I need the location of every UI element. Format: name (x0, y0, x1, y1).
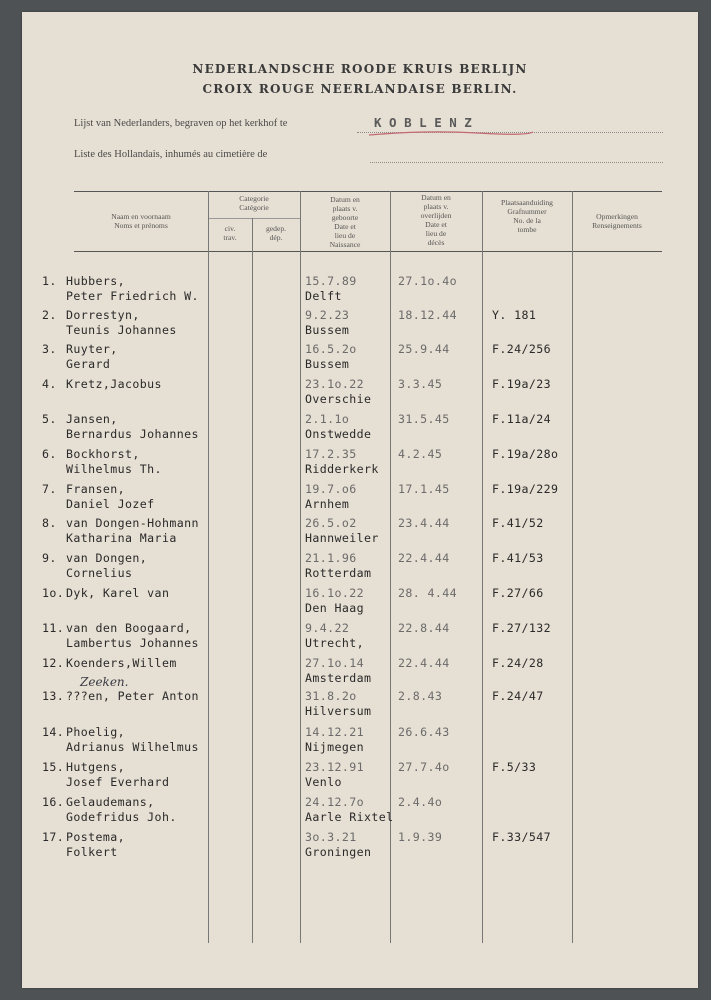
row-number: 1o. (42, 586, 65, 600)
header-grave: Plaatsaanduiding Grafnummer No. de la tombe (501, 198, 553, 234)
col-rule-1 (208, 191, 209, 943)
row-birth-place: Bussem (305, 357, 350, 371)
row-name-line1: Kretz,Jacobus (66, 377, 162, 391)
red-underline (367, 127, 537, 139)
row-name-line2: Folkert (66, 845, 118, 859)
row-grave-number: F.27/66 (492, 586, 544, 600)
row-death-date: 27.1o.4o (398, 274, 458, 288)
row-grave-number: F.41/52 (492, 516, 544, 530)
row-grave-number: F.11a/24 (492, 412, 552, 426)
header-death: Datum en plaats v. overlijden Date et lieu de décès (420, 193, 452, 247)
row-death-date: 23.4.44 (398, 516, 450, 530)
row-birth-place: Hannweiler (305, 531, 379, 545)
row-birth-place: Hilversum (305, 704, 372, 718)
row-birth-date: 16.1o.22 (305, 586, 365, 600)
row-birth-place: Overschie (305, 392, 372, 406)
row-grave-number: F.19a/28o (492, 447, 559, 461)
row-number: 14. (42, 725, 65, 739)
row-birth-date: 3o.3.21 (305, 830, 357, 844)
row-birth-place: Den Haag (305, 601, 365, 615)
row-birth-place: Ridderkerk (305, 462, 379, 476)
row-birth-date: 23.12.91 (305, 760, 365, 774)
row-death-date: 22.4.44 (398, 656, 450, 670)
row-number: 13. (42, 689, 65, 703)
row-birth-place: Venlo (305, 775, 342, 789)
row-birth-place: Nijmegen (305, 740, 365, 754)
row-name-line2: Bernardus Johannes (66, 427, 199, 441)
row-number: 2. (42, 308, 57, 322)
category-split-rule (208, 218, 300, 219)
row-number: 7. (42, 482, 57, 496)
row-death-date: 26.6.43 (398, 725, 450, 739)
row-name-line2: Katharina Maria (66, 531, 177, 545)
document-page (22, 12, 698, 988)
row-name-line2: Wilhelmus Th. (66, 462, 162, 476)
row-death-date: 18.12.44 (398, 308, 458, 322)
row-death-date: 2.4.4o (398, 795, 443, 809)
row-birth-date: 24.12.7o (305, 795, 365, 809)
row-name-line1: Jansen, (66, 412, 118, 426)
row-name-line2: Godefridus Joh. (66, 810, 177, 824)
row-death-date: 1.9.39 (398, 830, 443, 844)
row-name-line2: Peter Friedrich W. (66, 289, 199, 303)
row-number: 11. (42, 621, 65, 635)
row-birth-place: Arnhem (305, 497, 350, 511)
row-name-line1: Dorrestyn, (66, 308, 140, 322)
row-name-line1: ???en, Peter Anton (66, 689, 199, 703)
row-birth-date: 9.2.23 (305, 308, 350, 322)
row-name-line1: Dyk, Karel van (66, 586, 170, 600)
row-death-date: 3.3.45 (398, 377, 443, 391)
row-death-date: 22.4.44 (398, 551, 450, 565)
header-civ: civ. trav. (223, 224, 237, 242)
row-number: 17. (42, 830, 65, 844)
row-death-date: 31.5.45 (398, 412, 450, 426)
col-rule-5 (482, 191, 483, 943)
row-grave-number: F.24/28 (492, 656, 544, 670)
row-birth-date: 19.7.o6 (305, 482, 357, 496)
row-birth-place: Utrecht, (305, 636, 365, 650)
row-name-line1: Fransen, (66, 482, 126, 496)
header-remarks: Opmerkingen Renseignements (592, 212, 642, 230)
row-number: 12. (42, 656, 65, 670)
row-birth-date: 31.8.2o (305, 689, 357, 703)
row-birth-place: Amsterdam (305, 671, 372, 685)
row-death-date: 2.8.43 (398, 689, 443, 703)
org-subtitle: CROIX ROUGE NEERLANDAISE BERLIN. (202, 82, 518, 96)
cemetery-label-fr: Liste des Hollandais, inhumés au cimetière de (74, 149, 268, 160)
row-death-date: 28. 4.44 (398, 586, 458, 600)
row-name-line1: Bockhorst, (66, 447, 140, 461)
row-grave-number: F.41/53 (492, 551, 544, 565)
row-name-line1: van den Boogaard, (66, 621, 192, 635)
row-birth-place: Aarle Rixtel (305, 810, 394, 824)
row-name-line2: Teunis Johannes (66, 323, 177, 337)
row-number: 15. (42, 760, 65, 774)
cemetery-label-nl: Lijst van Nederlanders, begraven op het kerkhof te (74, 118, 288, 129)
row-name-line1: Hubbers, (66, 274, 126, 288)
row-birth-date: 15.7.89 (305, 274, 357, 288)
cemetery-name: K O B L E N Z (374, 115, 472, 130)
row-birth-date: 17.2.35 (305, 447, 357, 461)
org-title: NEDERLANDSCHE ROODE KRUIS BERLIJN (192, 62, 528, 76)
header-gedep: gedep. dép. (265, 224, 287, 242)
row-death-date: 17.1.45 (398, 482, 450, 496)
row-number: 5. (42, 412, 57, 426)
col-rule-3 (300, 191, 301, 943)
table-top-rule (74, 191, 662, 192)
row-grave-number: F.19a/229 (492, 482, 559, 496)
row-number: 8. (42, 516, 57, 530)
row-number: 1. (42, 274, 57, 288)
row-birth-date: 27.1o.14 (305, 656, 365, 670)
row-name-line2: Gerard (66, 357, 111, 371)
row-name-line1: Gelaudemans, (66, 795, 155, 809)
row-name-line1: Postema, (66, 830, 126, 844)
row-birth-place: Onstwedde (305, 427, 372, 441)
header-category: Categorie Catégorie (239, 194, 269, 212)
header-name: Naam en voornaam Noms et prénoms (111, 212, 171, 230)
row-death-date: 27.7.4o (398, 760, 450, 774)
row-name-line1: Hutgens, (66, 760, 126, 774)
row-grave-number: F.5/33 (492, 760, 537, 774)
row-number: 3. (42, 342, 57, 356)
row-birth-place: Rotterdam (305, 566, 372, 580)
row-birth-date: 23.1o.22 (305, 377, 365, 391)
row-grave-number: F.27/132 (492, 621, 552, 635)
row-number: 16. (42, 795, 65, 809)
row-birth-date: 9.4.22 (305, 621, 350, 635)
row-name-line2: Adrianus Wilhelmus (66, 740, 199, 754)
header-birth: Datum en plaats v. geboorte Date et lieu de Naissance (329, 195, 361, 249)
col-rule-6 (572, 191, 573, 943)
row-birth-date: 2.1.1o (305, 412, 350, 426)
row-name-line2: Cornelius (66, 566, 133, 580)
row-grave-number: F.24/47 (492, 689, 544, 703)
table-header-rule (74, 251, 662, 252)
row-name-line1: Ruyter, (66, 342, 118, 356)
row-birth-place: Groningen (305, 845, 372, 859)
col-rule-4 (390, 191, 391, 943)
row-birth-date: 26.5.o2 (305, 516, 357, 530)
row-number: 4. (42, 377, 57, 391)
row-death-date: 22.8.44 (398, 621, 450, 635)
row-name-line2: Daniel Jozef (66, 497, 155, 511)
row-birth-date: 16.5.2o (305, 342, 357, 356)
cemetery-dotted-line-2 (370, 162, 663, 163)
row-death-date: 25.9.44 (398, 342, 450, 356)
row-name-line2: Josef Everhard (66, 775, 170, 789)
row-name-line1: Phoelig, (66, 725, 126, 739)
row-death-date: 4.2.45 (398, 447, 443, 461)
row-name-line1: van Dongen-Hohmann (66, 516, 199, 530)
row-number: 6. (42, 447, 57, 461)
row-grave-number: F.19a/23 (492, 377, 552, 391)
row-number: 9. (42, 551, 57, 565)
row-grave-number: F.33/547 (492, 830, 552, 844)
col-rule-2 (252, 218, 253, 943)
row-name-line1: van Dongen, (66, 551, 148, 565)
row-name-line2: Lambertus Johannes (66, 636, 199, 650)
row-grave-number: F.24/256 (492, 342, 552, 356)
row-birth-place: Bussem (305, 323, 350, 337)
row-birth-date: 21.1.96 (305, 551, 357, 565)
row-name-line1: Koenders,Willem (66, 656, 177, 670)
handwritten-note: Zeeken. (80, 675, 129, 689)
row-birth-date: 14.12.21 (305, 725, 365, 739)
row-birth-place: Delft (305, 289, 342, 303)
row-grave-number: Y. 181 (492, 308, 537, 322)
